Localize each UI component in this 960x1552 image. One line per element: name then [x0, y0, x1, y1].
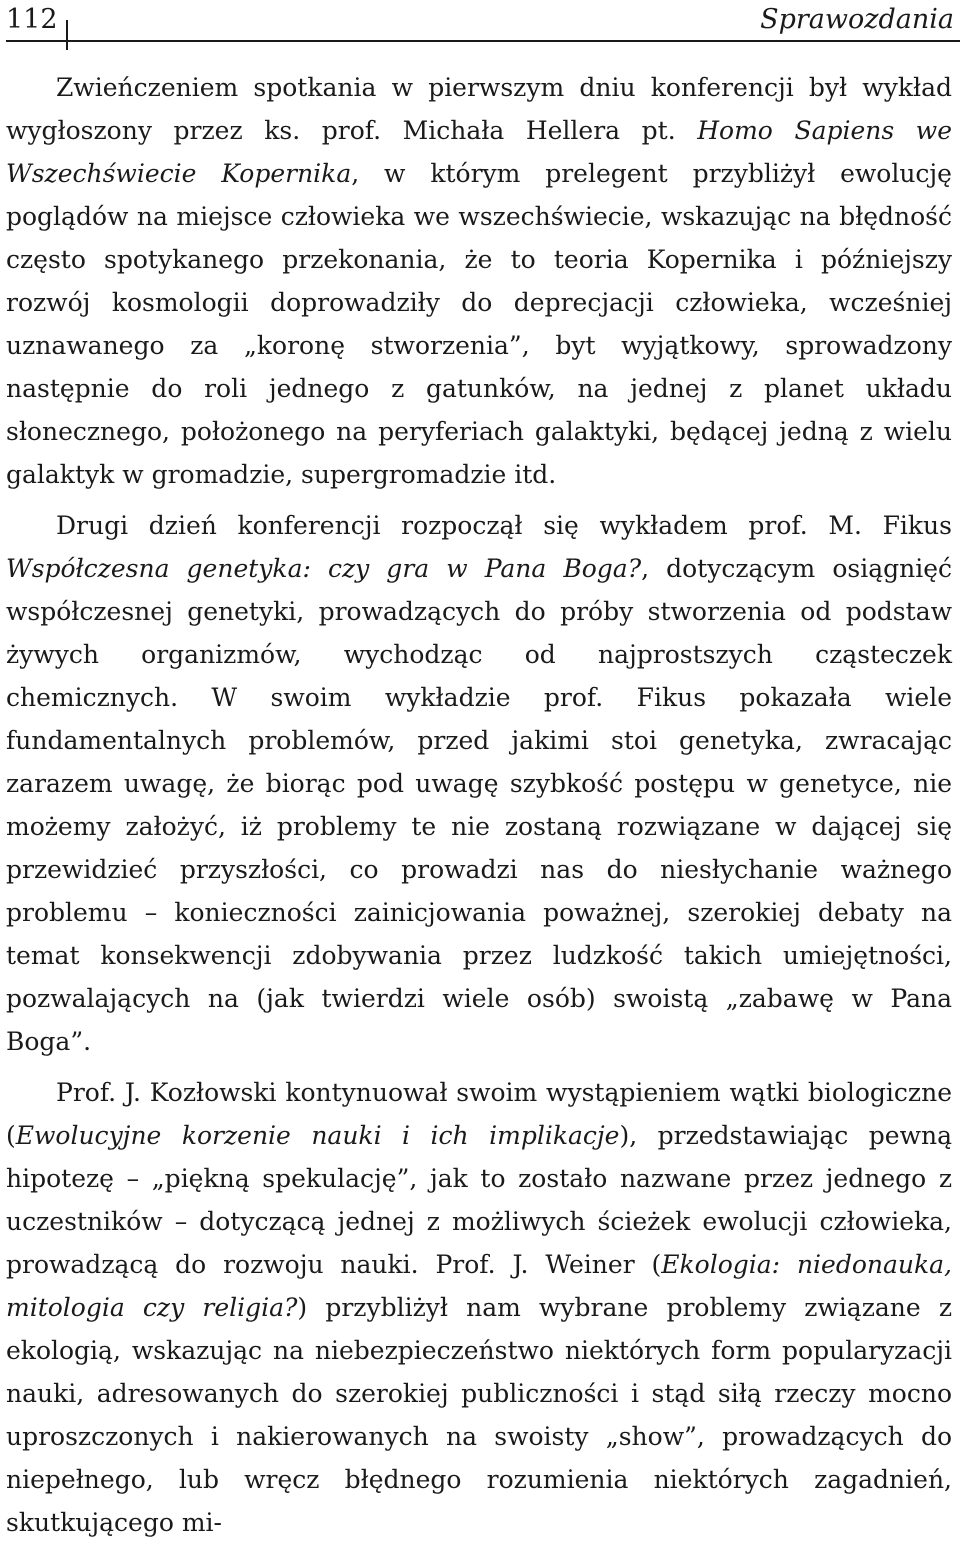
lecture-title-kozlowski: Ewolucyjne korzenie nauki i ich implikacje	[15, 1121, 620, 1150]
paragraph-text: , w którym prelegent przybliżył ewolucję poglądów na miejsce człowieka we wszechświecie, wskazując na błędność często spotykanego przekonania, że to teoria Kopernika i późniejszy rozwój kosmologii doprowadziły do deprecjacji człowieka, wcześniej uznawanego za „koronę stworzenia”, byt wyjątkowy, sprowadzony następnie do roli jednego z gatunków, na jednej z planet układu słonecznego, położonego na peryferiach galaktyki, będącej jedną z wielu galaktyk w gromadzie, supergromadzie itd.	[6, 159, 952, 489]
section-title: Sprawozdania	[760, 4, 954, 35]
lecture-title-heller: Homo Sapiens we Wszechświecie Kopernika	[6, 116, 952, 188]
paragraph-text: , dotyczącym osiągnięć współczesnej genetyki, prowadzących do próby stworzenia od podstaw żywych organizmów, wychodząc od najprostszych cząsteczek chemicznych. W swoim wykładzie prof. Fikus pokazała wiele fundamentalnych problemów, przed jakimi stoi genetyka, zwracając zarazem uwagę, że biorąc pod uwagę szybkość postępu w genetyce, nie możemy założyć, iż problemy te nie zostaną rozwiązane w dającej się przewidzieć przyszłości, co prowadzi nas do niesłychanie ważnego problemu – konieczności zainicjowania poważnej, szerokiej debaty na temat konsekwencji zdobywania przez ludzkość takich umiejętności, pozwalających na (jak twierdzi wiele osób) swoistą „zabawę w Pana Boga”.	[6, 554, 952, 1056]
paragraph-fikus-lecture	[6, 504, 952, 1063]
paragraph-kozlowski-weiner-lectures	[6, 1071, 952, 1544]
header-tick-mark	[66, 20, 68, 50]
header-rule	[6, 40, 960, 42]
paragraph-heller-lecture	[6, 66, 952, 496]
running-header	[6, 0, 954, 40]
page-number: 112	[6, 4, 58, 35]
paragraph-text: Prof. J. Kozłowski kontynuował swoim wystąpieniem wątki biologiczne (	[6, 1078, 952, 1150]
paragraph-text: ) przybliżył nam wybrane problemy związane z ekologią, wskazując na niebezpieczeństwo niektórych form popularyzacji nauki, adresowanych do szerokiej publiczności i stąd siłą rzeczy mocno uproszczonych i nakierowanych na swoisty „show”, prowadzących do niepełnego, lub wręcz błędnego rozumienia niektórych zagadnień, skutkującego mi-	[6, 1293, 953, 1537]
body-text	[6, 66, 952, 1552]
paragraph-text: Zwieńczeniem spotkania w pierwszym dniu konferencji był wykład wygłoszony przez ks. prof. Michała Hellera pt.	[6, 73, 952, 145]
lecture-title-fikus: Współczesna genetyka: czy gra w Pana Boga?	[6, 554, 642, 583]
lecture-title-weiner: Ekologia: niedonauka, mitologia czy religia?	[6, 1250, 953, 1322]
paragraph-text: Drugi dzień konferencji rozpoczął się wykładem prof. M. Fikus	[56, 511, 952, 540]
paragraph-text: ), przedstawiając pewną hipotezę – „piękną spekulację”, jak to zostało nazwane przez jednego z uczestników – dotyczącą jednej z możliwych ścieżek ewolucji człowieka, prowadzącą do rozwoju nauki. Prof. J. Weiner (	[6, 1121, 952, 1279]
